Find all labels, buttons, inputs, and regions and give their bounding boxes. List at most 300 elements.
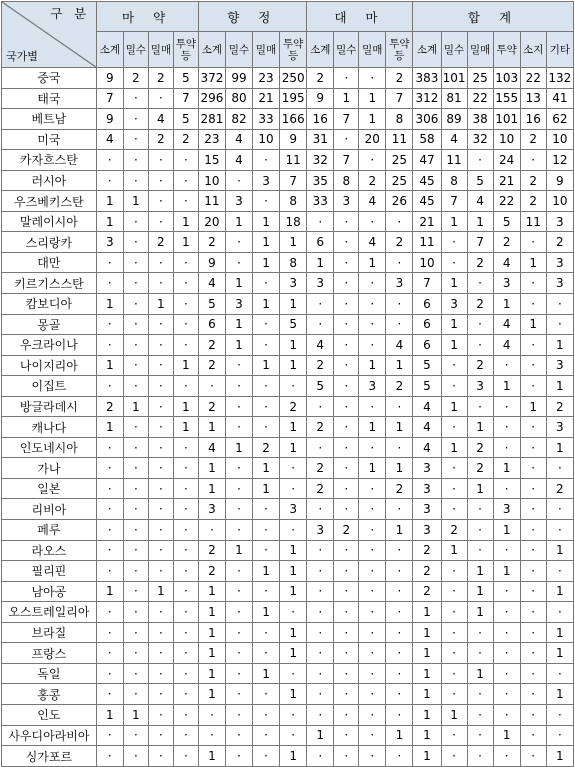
value-cell: 3 (413, 458, 441, 479)
value-cell: · (123, 314, 148, 335)
value-cell: 1 (413, 663, 441, 684)
value-cell: 1 (253, 355, 280, 376)
value-cell: · (520, 232, 546, 253)
value-cell: 10 (413, 252, 441, 273)
value-cell: · (280, 458, 307, 479)
table-row (2, 458, 574, 479)
table-row (2, 129, 574, 150)
subheader-total-3: 투약 (493, 32, 520, 68)
value-cell: 1 (280, 684, 307, 705)
value-cell: · (359, 540, 386, 561)
value-cell: 312 (413, 88, 441, 109)
value-cell: 1 (359, 252, 386, 273)
value-cell: 1 (467, 478, 493, 499)
value-cell: 3 (546, 273, 573, 294)
value-cell: 7 (173, 88, 198, 109)
value-cell: 1 (386, 417, 413, 438)
value-cell: 7 (386, 88, 413, 109)
value-cell: 281 (198, 109, 225, 130)
value-cell: 2 (198, 396, 225, 417)
value-cell: 3 (96, 232, 123, 253)
value-cell: 3 (280, 273, 307, 294)
subheader-cannabis-1: 밀수 (334, 32, 359, 68)
value-cell: 18 (280, 211, 307, 232)
value-cell: · (96, 602, 123, 623)
value-cell: · (441, 746, 467, 767)
value-cell: · (520, 725, 546, 746)
value-cell: 22 (493, 191, 520, 212)
value-cell: 1 (198, 417, 225, 438)
value-cell: 45 (413, 170, 441, 191)
value-cell: · (253, 335, 280, 356)
value-cell: · (359, 622, 386, 643)
value-cell: 1 (198, 746, 225, 767)
group-header-total: 합 계 (413, 2, 574, 32)
country-cell: 프랑스 (2, 643, 97, 664)
value-cell: 1 (148, 581, 173, 602)
value-cell: 4 (441, 129, 467, 150)
value-cell: 1 (413, 725, 441, 746)
subheader-total-2: 밀매 (467, 32, 493, 68)
value-cell: · (96, 540, 123, 561)
value-cell: · (546, 294, 573, 315)
value-cell: 1 (225, 211, 252, 232)
subheader-total-4: 소지 (520, 32, 546, 68)
value-cell: · (123, 88, 148, 109)
value-cell: · (173, 252, 198, 273)
subheader-narcotics-2: 밀매 (148, 32, 173, 68)
value-cell: · (96, 663, 123, 684)
value-cell: 5 (307, 376, 334, 397)
value-cell: · (386, 643, 413, 664)
value-cell: 1 (441, 335, 467, 356)
country-cell: 사우디아라비아 (2, 725, 97, 746)
value-cell: 7 (96, 88, 123, 109)
value-cell: · (467, 704, 493, 725)
value-cell: 62 (546, 109, 573, 130)
value-cell: · (520, 294, 546, 315)
value-cell: 1 (467, 602, 493, 623)
value-cell: · (359, 725, 386, 746)
value-cell: · (253, 704, 280, 725)
value-cell: 4 (359, 232, 386, 253)
value-cell: · (467, 273, 493, 294)
value-cell: · (123, 355, 148, 376)
value-cell: · (123, 335, 148, 356)
value-cell: · (467, 150, 493, 171)
value-cell: 1 (225, 540, 252, 561)
value-cell: 1 (359, 109, 386, 130)
value-cell: 1 (280, 746, 307, 767)
country-cell: 캐나다 (2, 417, 97, 438)
value-cell: · (441, 602, 467, 623)
country-cell: 필리핀 (2, 561, 97, 582)
value-cell: 2 (198, 561, 225, 582)
value-cell: 2 (198, 540, 225, 561)
value-cell: · (123, 478, 148, 499)
value-cell: 2 (520, 191, 546, 212)
value-cell: · (441, 643, 467, 664)
table-row (2, 684, 574, 705)
value-cell: 1 (280, 232, 307, 253)
value-cell: 26 (386, 191, 413, 212)
value-cell: · (467, 520, 493, 541)
value-cell: 1 (198, 643, 225, 664)
table-row (2, 335, 574, 356)
value-cell: · (334, 314, 359, 335)
value-cell: 1 (280, 437, 307, 458)
value-cell: · (123, 437, 148, 458)
value-cell: · (148, 314, 173, 335)
value-cell: 1 (441, 314, 467, 335)
value-cell: · (359, 294, 386, 315)
value-cell: · (520, 602, 546, 623)
value-cell: · (359, 520, 386, 541)
value-cell: 2 (123, 68, 148, 89)
value-cell: · (148, 211, 173, 232)
table-row (2, 602, 574, 623)
value-cell: 1 (198, 684, 225, 705)
value-cell: · (334, 211, 359, 232)
value-cell: 1 (253, 232, 280, 253)
value-cell: · (386, 314, 413, 335)
value-cell: 4 (96, 129, 123, 150)
value-cell: · (520, 458, 546, 479)
value-cell: 1 (441, 437, 467, 458)
value-cell: 1 (546, 540, 573, 561)
table-row (2, 252, 574, 273)
country-cell: 인도네시아 (2, 437, 97, 458)
value-cell: · (253, 376, 280, 397)
value-cell: · (467, 396, 493, 417)
value-cell: · (334, 252, 359, 273)
value-cell: 1 (225, 437, 252, 458)
value-cell: · (148, 704, 173, 725)
table-row (2, 88, 574, 109)
value-cell: 89 (441, 109, 467, 130)
value-cell: 1 (546, 335, 573, 356)
value-cell: 1 (467, 663, 493, 684)
value-cell: 12 (546, 150, 573, 171)
value-cell: · (123, 602, 148, 623)
value-cell: 1 (467, 561, 493, 582)
value-cell: 1 (173, 417, 198, 438)
value-cell: 20 (359, 129, 386, 150)
value-cell: · (148, 684, 173, 705)
value-cell: 3 (467, 376, 493, 397)
value-cell: · (173, 663, 198, 684)
value-cell: 1 (198, 602, 225, 623)
subheader-narcotics-0: 소계 (96, 32, 123, 68)
value-cell: · (307, 622, 334, 643)
value-cell: · (520, 417, 546, 438)
value-cell: 20 (198, 211, 225, 232)
value-cell: 1 (386, 520, 413, 541)
value-cell: 1 (253, 663, 280, 684)
value-cell: 3 (386, 273, 413, 294)
value-cell: 195 (280, 88, 307, 109)
value-cell: 3 (546, 417, 573, 438)
value-cell: 2 (198, 232, 225, 253)
country-cell: 카자흐스탄 (2, 150, 97, 171)
value-cell: · (334, 684, 359, 705)
value-cell: · (280, 704, 307, 725)
country-cell: 우즈베키스탄 (2, 191, 97, 212)
value-cell: · (173, 520, 198, 541)
value-cell: · (386, 663, 413, 684)
value-cell: · (441, 355, 467, 376)
value-cell: 2 (467, 458, 493, 479)
value-cell: · (307, 704, 334, 725)
value-cell: · (96, 273, 123, 294)
value-cell: · (148, 520, 173, 541)
value-cell: · (173, 437, 198, 458)
value-cell: 2 (280, 396, 307, 417)
value-cell: 6 (198, 314, 225, 335)
value-cell: · (493, 540, 520, 561)
table-row (2, 561, 574, 582)
value-cell: · (520, 643, 546, 664)
value-cell: · (359, 437, 386, 458)
value-cell: 22 (520, 68, 546, 89)
country-cell: 일본 (2, 478, 97, 499)
country-cell: 러시아 (2, 170, 97, 191)
value-cell: · (493, 355, 520, 376)
value-cell: 1 (413, 746, 441, 767)
value-cell: 5 (413, 376, 441, 397)
value-cell: · (359, 643, 386, 664)
value-cell: 4 (413, 396, 441, 417)
value-cell: · (253, 273, 280, 294)
value-cell: 1 (546, 746, 573, 767)
table-row (2, 294, 574, 315)
value-cell: · (334, 335, 359, 356)
value-cell: 7 (467, 232, 493, 253)
value-cell: 2 (520, 129, 546, 150)
value-cell: · (123, 376, 148, 397)
table-row (2, 314, 574, 335)
table-row (2, 150, 574, 171)
value-cell: · (123, 561, 148, 582)
value-cell: · (546, 704, 573, 725)
value-cell: · (148, 602, 173, 623)
value-cell: · (173, 170, 198, 191)
value-cell: 383 (413, 68, 441, 89)
value-cell: · (334, 376, 359, 397)
value-cell: 5 (198, 294, 225, 315)
value-cell: · (334, 561, 359, 582)
value-cell: · (225, 581, 252, 602)
value-cell: 2 (198, 355, 225, 376)
value-cell: · (123, 129, 148, 150)
value-cell: 1 (386, 725, 413, 746)
value-cell: · (386, 561, 413, 582)
value-cell: · (467, 684, 493, 705)
value-cell: · (520, 622, 546, 643)
value-cell: 13 (520, 88, 546, 109)
table-row (2, 746, 574, 767)
value-cell: · (225, 458, 252, 479)
value-cell: 6 (413, 294, 441, 315)
value-cell: · (225, 746, 252, 767)
value-cell: · (467, 540, 493, 561)
value-cell: · (520, 437, 546, 458)
value-cell: · (96, 437, 123, 458)
value-cell: 3 (493, 273, 520, 294)
value-cell: 5 (280, 314, 307, 335)
value-cell: 1 (123, 396, 148, 417)
value-cell: 32 (467, 129, 493, 150)
country-cell: 홍콩 (2, 684, 97, 705)
value-cell: · (334, 437, 359, 458)
value-cell: 1 (280, 622, 307, 643)
value-cell: · (386, 622, 413, 643)
value-cell: · (441, 725, 467, 746)
value-cell: · (493, 663, 520, 684)
value-cell: 3 (253, 170, 280, 191)
value-cell: 1 (96, 191, 123, 212)
value-cell: 9 (198, 252, 225, 273)
value-cell: · (173, 684, 198, 705)
value-cell: · (546, 499, 573, 520)
value-cell: · (253, 150, 280, 171)
value-cell: 24 (493, 150, 520, 171)
value-cell: 4 (225, 129, 252, 150)
value-cell: · (334, 478, 359, 499)
value-cell: 3 (307, 273, 334, 294)
group-header-narcotics: 마 약 (96, 2, 198, 32)
value-cell: 1 (253, 252, 280, 273)
value-cell: · (307, 314, 334, 335)
table-row (2, 478, 574, 499)
value-cell: · (96, 561, 123, 582)
value-cell: · (253, 314, 280, 335)
value-cell: · (148, 150, 173, 171)
value-cell: 1 (441, 396, 467, 417)
value-cell: · (225, 643, 252, 664)
value-cell: 2 (148, 68, 173, 89)
value-cell: 2 (307, 355, 334, 376)
value-cell: 32 (307, 150, 334, 171)
value-cell: · (123, 273, 148, 294)
value-cell: 372 (198, 68, 225, 89)
value-cell: · (546, 314, 573, 335)
value-cell: · (520, 355, 546, 376)
group-header-cannabis: 대 마 (307, 2, 413, 32)
value-cell: 1 (253, 458, 280, 479)
value-cell: · (546, 602, 573, 623)
value-cell: · (441, 417, 467, 438)
value-cell: · (307, 437, 334, 458)
value-cell: · (441, 252, 467, 273)
value-cell: · (123, 294, 148, 315)
value-cell: · (386, 252, 413, 273)
value-cell: 1 (546, 643, 573, 664)
value-cell: · (123, 232, 148, 253)
subheader-psychotropics-3: 투약 등 (280, 32, 307, 68)
value-cell: 2 (467, 437, 493, 458)
value-cell: · (307, 294, 334, 315)
subheader-cannabis-0: 소계 (307, 32, 334, 68)
value-cell: · (225, 725, 252, 746)
value-cell: · (359, 314, 386, 335)
value-cell: 10 (198, 170, 225, 191)
value-cell: 101 (493, 109, 520, 130)
value-cell: · (225, 561, 252, 582)
value-cell: · (441, 376, 467, 397)
value-cell: · (307, 663, 334, 684)
value-cell: · (225, 396, 252, 417)
value-cell: · (493, 417, 520, 438)
value-cell: 80 (225, 88, 252, 109)
value-cell: · (96, 622, 123, 643)
value-cell: · (334, 232, 359, 253)
value-cell: · (123, 499, 148, 520)
value-cell: · (334, 417, 359, 438)
value-cell: · (520, 704, 546, 725)
value-cell: · (225, 663, 252, 684)
value-cell: 16 (307, 109, 334, 130)
value-cell: · (307, 643, 334, 664)
value-cell: · (173, 191, 198, 212)
value-cell: 1 (253, 478, 280, 499)
value-cell: 1 (520, 396, 546, 417)
value-cell: 11 (520, 211, 546, 232)
value-cell: 1 (441, 211, 467, 232)
value-cell: 1 (467, 417, 493, 438)
subheader-total-1: 밀수 (441, 32, 467, 68)
value-cell: 4 (413, 437, 441, 458)
value-cell: 2 (148, 232, 173, 253)
value-cell: · (225, 684, 252, 705)
value-cell: · (520, 376, 546, 397)
value-cell: 23 (198, 129, 225, 150)
value-cell: · (173, 314, 198, 335)
value-cell: · (493, 437, 520, 458)
value-cell: · (359, 499, 386, 520)
value-cell: 1 (441, 273, 467, 294)
country-cell: 방글라데시 (2, 396, 97, 417)
value-cell: 1 (413, 643, 441, 664)
value-cell: 3 (413, 520, 441, 541)
value-cell: 25 (386, 150, 413, 171)
value-cell: · (334, 725, 359, 746)
value-cell: 2 (467, 294, 493, 315)
country-cell: 키르기스스탄 (2, 273, 97, 294)
value-cell: 250 (280, 68, 307, 89)
value-cell: · (96, 684, 123, 705)
country-cell: 리비아 (2, 499, 97, 520)
value-cell: · (225, 170, 252, 191)
value-cell: · (359, 396, 386, 417)
table-row (2, 417, 574, 438)
value-cell: · (546, 663, 573, 684)
country-cell: 베트남 (2, 109, 97, 130)
value-cell: 1 (253, 602, 280, 623)
value-cell: 10 (253, 129, 280, 150)
value-cell: 1 (96, 581, 123, 602)
country-cell: 스리랑카 (2, 232, 97, 253)
value-cell: 1 (467, 581, 493, 602)
value-cell: · (520, 478, 546, 499)
value-cell: · (467, 643, 493, 664)
value-cell: · (198, 704, 225, 725)
value-cell: 1 (546, 581, 573, 602)
value-cell: · (148, 561, 173, 582)
value-cell: 1 (173, 232, 198, 253)
value-cell: · (96, 643, 123, 664)
value-cell: 166 (280, 109, 307, 130)
